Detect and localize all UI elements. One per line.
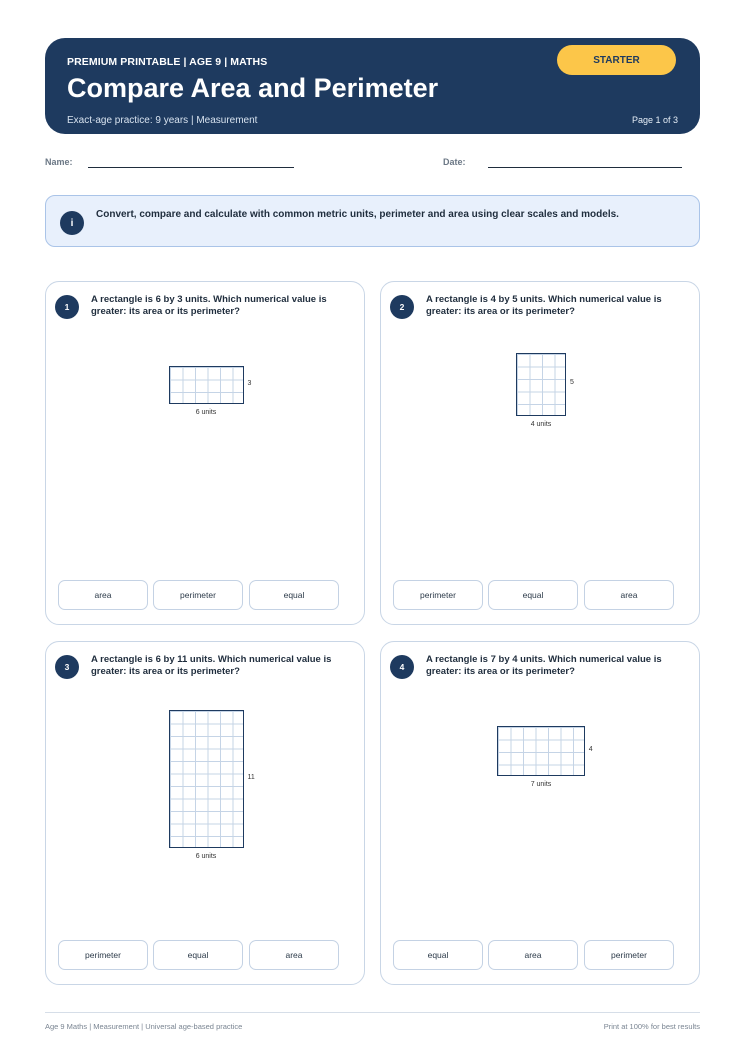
rectangle-grid-model: [516, 353, 566, 416]
height-label: 11: [247, 773, 255, 781]
level-badge: STARTER: [557, 45, 676, 75]
question-text: A rectangle is 6 by 11 units. Which numerical value is greater: its area or its perimeter?: [91, 654, 332, 677]
question-text: A rectangle is 7 by 4 units. Which numerical value is greater: its area or its perimeter?: [426, 654, 662, 677]
height-label: 3: [247, 379, 252, 387]
date-label: Date:: [443, 157, 466, 167]
answer-option-area[interactable]: area: [488, 940, 578, 970]
answer-option-perimeter[interactable]: perimeter: [58, 940, 148, 970]
rectangle-grid-model: [169, 366, 244, 404]
height-label: 5: [570, 379, 574, 387]
question-text: A rectangle is 4 by 5 units. Which numerical value is greater: its area or its perimeter?: [426, 294, 662, 317]
answer-option-area[interactable]: area: [584, 580, 674, 610]
answer-option-equal[interactable]: equal: [249, 580, 339, 610]
footer-right: Print at 100% for best results: [603, 1022, 700, 1031]
answer-option-perimeter[interactable]: perimeter: [153, 580, 243, 610]
footer-divider: [45, 1012, 700, 1013]
rectangle-grid-model: [169, 710, 244, 848]
width-label: 7 units: [530, 781, 552, 788]
width-label: 6 units: [195, 852, 217, 860]
instructions-box: [45, 195, 700, 247]
height-label: 4: [588, 746, 593, 753]
question-number: 4: [390, 655, 414, 679]
header-subtitle: Exact-age practice: 9 years | Measurement: [67, 115, 258, 126]
answer-option-equal[interactable]: equal: [393, 940, 483, 970]
info-icon: i: [60, 211, 84, 235]
rectangle-grid-model: [497, 726, 585, 776]
page-number: Page 1 of 3: [631, 115, 678, 125]
answer-option-perimeter[interactable]: perimeter: [584, 940, 674, 970]
question-card-1: [45, 281, 365, 625]
header-banner: [45, 38, 700, 134]
question-number: 2: [390, 295, 414, 319]
question-card-2: [380, 281, 700, 625]
page-title: Compare Area and Perimeter: [67, 73, 439, 103]
footer-left: Age 9 Maths | Measurement | Universal age-based practice: [45, 1022, 243, 1031]
width-label: 4 units: [530, 420, 552, 428]
question-card-4: [380, 641, 700, 985]
question-number: 1: [55, 295, 79, 319]
question-card-3: [45, 641, 365, 985]
header-eyebrow: PREMIUM PRINTABLE | AGE 9 | MATHS: [67, 56, 268, 68]
name-field[interactable]: [88, 167, 294, 168]
answer-option-area[interactable]: area: [58, 580, 148, 610]
name-label: Name:: [45, 157, 73, 167]
answer-option-area[interactable]: area: [249, 940, 339, 970]
answer-option-perimeter[interactable]: perimeter: [393, 580, 483, 610]
question-number: 3: [55, 655, 79, 679]
question-text: A rectangle is 6 by 3 units. Which numerical value is greater: its area or its perimeter?: [91, 294, 327, 317]
answer-option-equal[interactable]: equal: [488, 580, 578, 610]
instructions-text: Convert, compare and calculate with common metric units, perimeter and area using clear scales and models.: [96, 209, 619, 220]
width-label: 6 units: [195, 408, 217, 416]
date-field[interactable]: [488, 167, 682, 168]
answer-option-equal[interactable]: equal: [153, 940, 243, 970]
